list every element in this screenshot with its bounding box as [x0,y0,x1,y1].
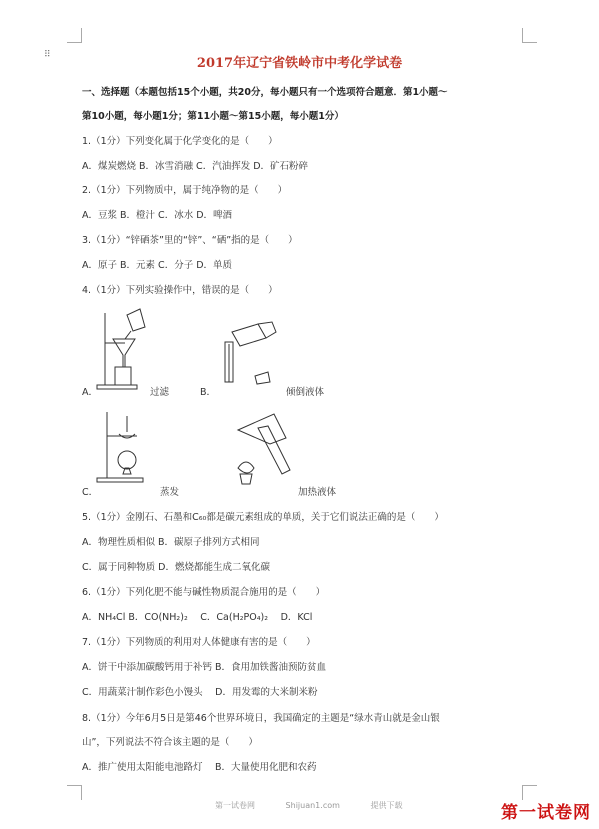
question-5-options-cd: C．属于同种物质 D．燃烧都能生成二氧化碳 [82,562,270,573]
figure-b-letter: B． [200,387,217,398]
question-8: 8.（1分）今年6月5日是第46个世界环境日，我国确定的主题是“绿水青山就是金山银 [82,713,440,724]
drag-handle-icon[interactable]: ⠿ [44,50,52,60]
question-3-options: A．原子 B．元素 C．分子 D．单质 [82,260,233,271]
figure-a-caption: 过滤 [150,387,170,398]
question-6-options: A．NH₄Cl B．CO(NH₂)₂ C．Ca(H₂PO₄)₂ D．KCl [82,612,313,623]
question-1-options: A．煤炭燃烧 B．冰雪消融 C．汽油挥发 D．矿石粉碎 [82,161,309,172]
question-5: 5.（1分）金刚石、石墨和C₆₀都是碳元素组成的单质，关于它们说法正确的是（ ） [82,512,444,523]
question-8-options: A．推广使用太阳能电池路灯 B．大量使用化肥和农药 [82,762,317,773]
figure-c-caption: 蒸发 [160,487,180,498]
watermark-logo: 第一试卷网 [501,803,591,823]
figure-a-letter: A． [82,387,98,398]
section-heading-line-1: 一、选择题（本题包括15个小题，共20分，每小题只有一个选项符合题意．第1小题～ [82,87,448,98]
question-7-options-cd: C．用蔬菜汁制作彩色小馒头 D．用发霉的大米制米粉 [82,687,318,698]
question-6: 6.（1分）下列化肥不能与碱性物质混合施用的是（ ） [82,587,326,598]
footer-site-name: 第一试卷网 [215,801,255,810]
margin-corner-mark [67,785,82,800]
page-footer [215,800,430,811]
footer-site-url: Shijuan1.com [285,801,340,810]
question-1: 1.（1分）下列变化属于化学变化的是（ ） [82,136,278,147]
question-2: 2.（1分）下列物质中，属于纯净物的是（ ） [82,185,288,196]
filtration-apparatus-figure [95,305,155,395]
page-title: 2017年辽宁省铁岭市中考化学试卷 [196,56,403,71]
question-5-options-ab: A．物理性质相似 B．碳原子排列方式相同 [82,537,260,548]
figure-d-caption: 加热液体 [298,487,337,498]
margin-corner-mark [522,28,537,43]
evaporation-apparatus-figure [95,408,155,488]
margin-corner-mark [67,28,82,43]
heating-liquid-figure [228,408,298,490]
question-4: 4.（1分）下列实验操作中，错误的是（ ） [82,285,278,296]
question-7: 7.（1分）下列物质的利用对人体健康有害的是（ ） [82,637,316,648]
question-2-options: A．豆浆 B．橙汁 C．冰水 D．啤酒 [82,210,233,221]
footer-download-note: 提供下载 [370,801,403,810]
figure-c-letter: C． [82,487,99,498]
question-3: 3.（1分）“锌硒茶”里的“锌”、“硒”指的是（ ） [82,235,298,246]
pouring-liquid-figure [210,318,280,393]
figure-b-caption: 倾倒液体 [286,387,325,398]
question-8-continued: 山”，下列说法不符合该主题的是（ ） [82,737,258,748]
section-heading-line-2: 第10小题，每小题1分；第11小题～第15小题，每小题1分） [82,111,344,122]
question-7-options-ab: A．饼干中添加碳酸钙用于补钙 B．食用加铁酱油预防贫血 [82,662,327,673]
